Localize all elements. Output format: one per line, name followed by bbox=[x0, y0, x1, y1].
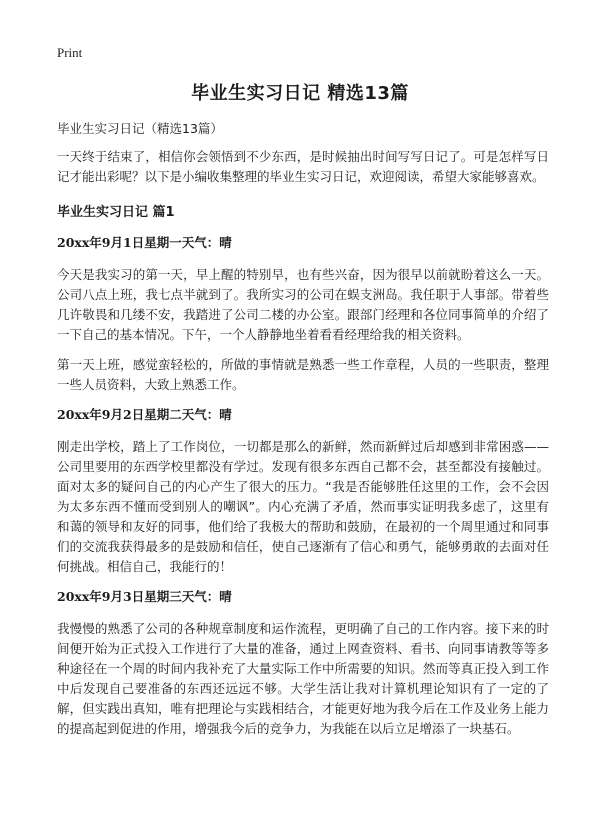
entry-heading-1: 20xx年9月1日星期一天气：晴 bbox=[57, 235, 232, 250]
document-title: 毕业生实习日记 精选13篇 bbox=[191, 83, 409, 104]
section-heading: 毕业生实习日记 篇1 bbox=[57, 205, 175, 220]
document-body bbox=[57, 119, 549, 749]
entry-1-paragraph-1: 今天是我实习的第一天，早上醒的特别早，也有些兴奋，因为很早以前就盼着这么一天。公司八点上班，我七点半就到了。我所实习的公司在蜈支洲岛。我任职于人事部。带着些几许敬畏和几缕不安，我踏进了公司二楼的办公室。跟部门经理和各位同事简单的介绍了一下自己的基本情况。下午，一个人静静地坐着看看经理给我的相关资料。 bbox=[57, 267, 549, 342]
document-subtitle: 毕业生实习日记（精选13篇） bbox=[57, 121, 223, 136]
entry-2-paragraph-1: 刚走出学校，踏上了工作岗位，一切都是那么的新鲜，然而新鲜过后却感到非常困惑——公司里要用的东西学校里都没有学过。发现有很多东西自己都不会，甚至都没有接触过。面对太多的疑问自己的内心产生了很大的压力。“我是否能够胜任这里的工作，会不会因为太多东西不懂而受到别人的嘲讽”。内心充满了矛盾，然而事实证明我多虑了，这里有和蔼的领导和友好的同事，他们给了我极大的帮助和鼓励，在最初的一个周里通过和同事们的交流我获得最多的是鼓励和信任，使自己逐渐有了信心和勇气，能够勇敢的去面对任何挑战。相信自己，我能行的！ bbox=[57, 439, 549, 574]
entry-heading-3: 20xx年9月3日星期三天气：晴 bbox=[57, 589, 232, 604]
entry-1-paragraph-2: 第一天上班，感觉蛮轻松的，所做的事情就是熟悉一些工作章程，人员的一些职责，整理一些人员资料，大致上熟悉工作。 bbox=[57, 357, 549, 392]
entry-heading-2: 20xx年9月2日星期二天气：晴 bbox=[57, 407, 232, 422]
print-label: Print bbox=[57, 45, 83, 60]
entry-3-paragraph-1: 我慢慢的熟悉了公司的各种规章制度和运作流程，更明确了自己的工作内容。接下来的时间便开始为正式投入工作进行了大量的准备，通过上网查资料、看书、向同事请教等等多种途径在一个周的时间内我补充了大量实际工作中所需要的知识。然而等真正投入到工作中后发现自己要准备的东西还远远不够。大学生活让我对计算机理论知识有了一定的了解，但实践出真知，唯有把理论与实践相结合，才能更好地为我今后在工作及业务上能力的提高起到促进的作用，增强我今后的竞争力，为我能在以后立足增添了一块基石。 bbox=[57, 621, 549, 736]
intro-paragraph: 一天终于结束了，相信你会领悟到不少东西，是时候抽出时间写写日记了。可是怎样写日记才能出彩呢？以下是小编收集整理的毕业生实习日记，欢迎阅读，希望大家能够喜欢。 bbox=[57, 149, 549, 184]
